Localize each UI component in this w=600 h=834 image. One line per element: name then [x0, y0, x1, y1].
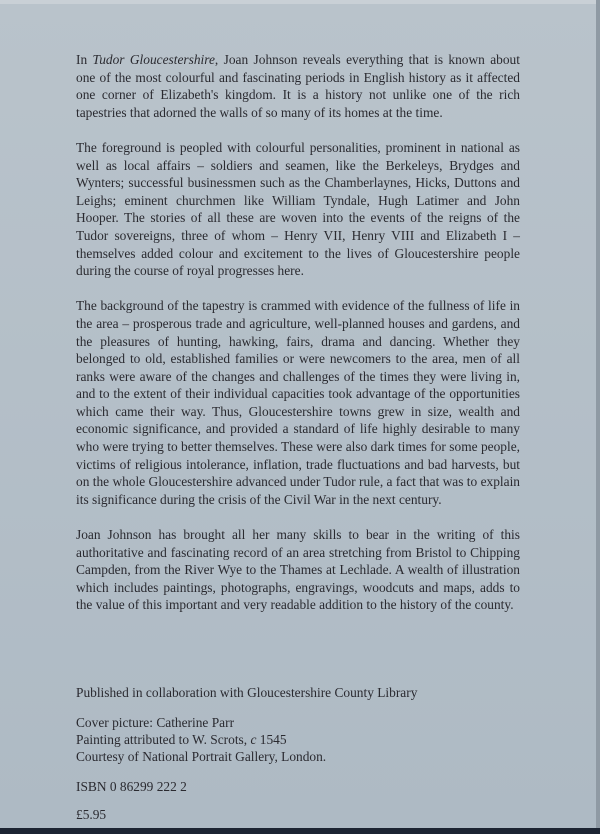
book-title-italic: Tudor Gloucestershire	[92, 52, 215, 67]
painting-attribution-line: Painting attributed to W. Scrots, c 1545	[76, 732, 287, 747]
blurb-text	[76, 51, 520, 632]
cover-top-edge	[0, 0, 600, 4]
published-note: Published in collaboration with Gloucestershire County Library	[76, 685, 418, 700]
courtesy-line: Courtesy of National Portrait Gallery, London.	[76, 749, 327, 764]
blurb-paragraph-4: Joan Johnson has brought all her many skills to bear in the writing of this authoritative and fascinating record of an area stretching from Bristol to Chipping Campden, from the River Wye to the Thames at Lechlade. A wealth of illustration which includes paintings, photographs, engravings, woodcuts and maps, adds to the value of this important and very readable addition to the history of the county.	[76, 527, 520, 613]
blurb-paragraph-3: The background of the tapestry is crammed with evidence of the fullness of life in the area – prosperous trade and agriculture, well-planned houses and gardens, and the pleasures of hunting, hawking, fairs, drama and dancing. Whether they belonged to old, established families or were newcomers to the area, men of all ranks were aware of the changes and challenges of the times they were living in, and to the extent of their individual capacities took advantage of the opportunities which came their way. Thus, Gloucestershire towns grew in size, wealth and economic significance, and provided a standard of life highly desirable to many who were trying to better themselves. These were also dark times for some people, victims of religious intolerance, inflation, trade fluctuations and bad harvests, but on the whole Gloucestershire advanced under Tudor rule, a fact that was to explain its significance during the crisis of the Civil War in the next century.	[76, 298, 520, 507]
blurb-paragraph-2: The foreground is peopled with colourful personalities, prominent in national as well as local affairs – soldiers and seamen, like the Berkeleys, Brydges and Wynters; successful businessmen such as the Chamberlaynes, Hicks, Duttons and Leighs; eminent churchmen like William Tyndale, Hugh Latimer and John Hooper. The stories of all these are woven into the events of the reigns of the Tudor sovereigns, three of whom – Henry VII, Henry VIII and Elizabeth I – themselves added colour and excitement to the lives of Gloucestershire people during the course of royal progresses here.	[76, 139, 520, 279]
cover-bottom-edge	[0, 828, 600, 834]
cover-right-edge	[596, 0, 600, 834]
isbn: ISBN 0 86299 222 2	[76, 779, 187, 794]
cover-picture-line: Cover picture: Catherine Parr	[76, 715, 235, 730]
blurb-paragraph-1: In Tudor Gloucestershire, Joan Johnson reveals everything that is known about one of the most colourful and fascinating periods in English history as it affected one corner of Elizabeth's kingdom. It is a history not unlike one of the rich tapestries that adorned the walls of so many of its homes at the time.	[76, 52, 520, 120]
publication-credits	[76, 684, 520, 823]
price: £5.95	[76, 807, 107, 822]
